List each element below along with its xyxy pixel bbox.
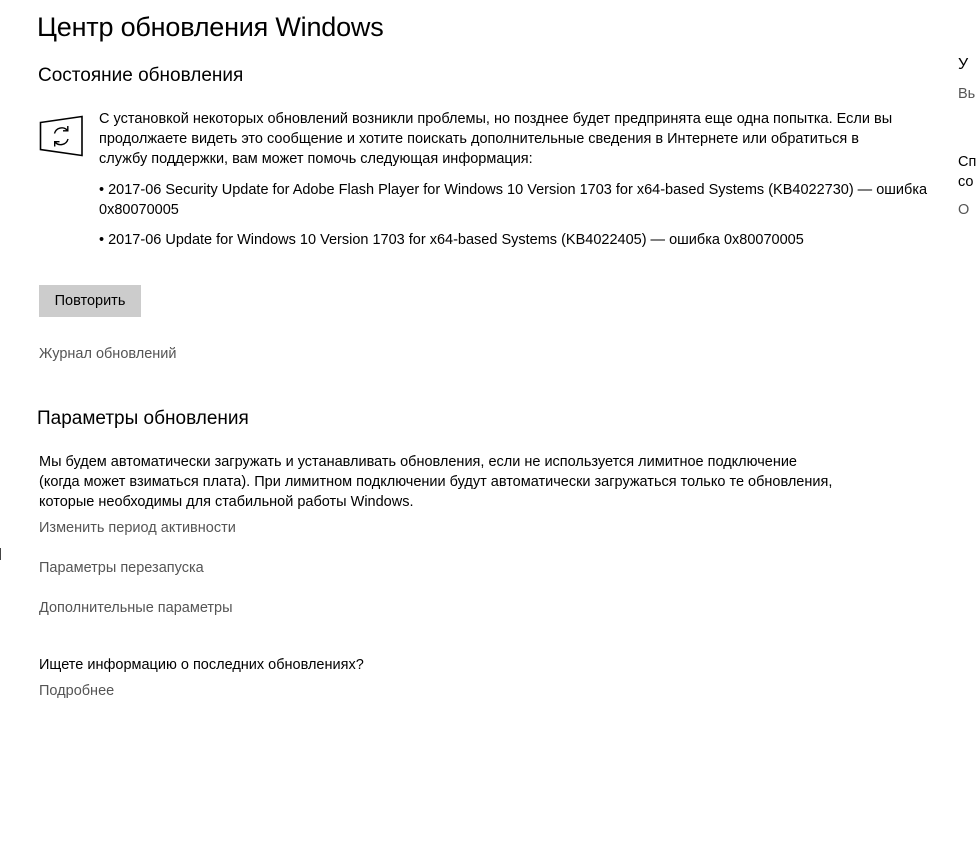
right-column-heading: У: [958, 56, 969, 73]
update-settings-description: Мы будем автоматически загружать и устанавливать обновления, если не используется лимитное подключение (когда может взиматься плата). При лимитном подключении будут автоматически загружаться только те обновления, которые необходимы для стабильной работы Windows.: [39, 454, 833, 510]
right-column-link-2[interactable]: О: [958, 202, 970, 218]
error-item-flash: • 2017-06 Security Update for Adobe Flash Player for Windows 10 Version 1703 for x64-based Systems (KB4022730) — ошибка 0x80070005: [99, 182, 928, 218]
change-active-hours-link[interactable]: Изменить период активности: [39, 520, 236, 536]
left-edge-divider: [0, 548, 1, 560]
update-error-message: С установкой некоторых обновлений возникли проблемы, но позднее будет предпринята еще одна попытка. Если вы продолжаете видеть это сообщение и хотите поискать дополнительные сведения в Интернете или обратиться в службу поддержки, вам может помочь следующая информация:: [99, 111, 893, 167]
right-column-link[interactable]: Вь: [958, 86, 976, 102]
learn-more-link[interactable]: Подробнее: [39, 683, 115, 699]
right-column-text-1: Сп: [958, 154, 976, 170]
page-title: Центр обновления Windows: [37, 12, 384, 42]
restart-options-link[interactable]: Параметры перезапуска: [39, 560, 204, 576]
update-history-link[interactable]: Журнал обновлений: [39, 346, 177, 362]
update-status-heading: Состояние обновления: [38, 65, 244, 86]
error-item-kb4022405: • 2017-06 Update for Windows 10 Version 1703 for x64-based Systems (KB4022405) — ошибка 0x80070005: [99, 232, 804, 248]
latest-updates-question: Ищете информацию о последних обновлениях?: [39, 657, 364, 673]
advanced-options-link[interactable]: Дополнительные параметры: [39, 600, 233, 616]
right-column-text-2: со: [958, 174, 974, 190]
update-settings-heading: Параметры обновления: [37, 408, 249, 429]
refresh-monitor-icon: [38, 114, 84, 158]
retry-button[interactable]: Повторить: [39, 285, 141, 317]
